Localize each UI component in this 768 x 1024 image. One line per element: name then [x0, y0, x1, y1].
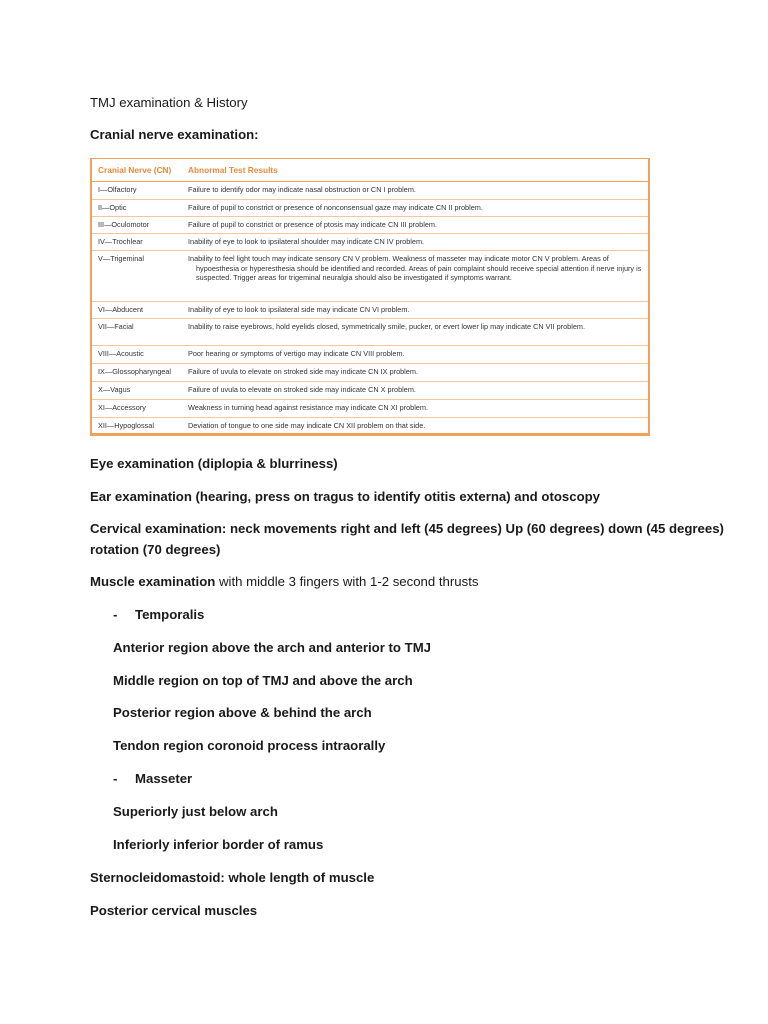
muscle-exam-label: Muscle examination [90, 574, 216, 589]
muscle-exam-text: with middle 3 fingers with 1-2 second thrusts [215, 574, 479, 589]
temporalis-posterior: Posterior region above & behind the arch [113, 705, 372, 720]
nerve-name: II—Optic [98, 203, 127, 212]
temporalis-tendon: Tendon region coronoid process intraorally [113, 738, 386, 753]
temporalis-middle: Middle region on top of TMJ and above the arch [113, 673, 413, 688]
nerve-name: I—Olfactory [98, 185, 137, 194]
header-abnormal-results: Abnormal Test Results [188, 165, 278, 175]
test-result: Deviation of tongue to one side may indicate CN XII problem on that side. [188, 421, 426, 430]
table-header [92, 159, 648, 182]
table-row [92, 319, 648, 346]
table-row [92, 364, 648, 382]
nerve-name: IV—Trochlear [98, 237, 143, 246]
header-cranial-nerve: Cranial Nerve (CN) [98, 165, 172, 175]
test-result: Failure of pupil to constrict or presence of nonconsensual gaze may indicate CN II problem. [188, 203, 483, 212]
masseter-inferior: Inferiorly inferior border of ramus [113, 837, 324, 852]
table-row [92, 182, 648, 200]
table-row [92, 382, 648, 400]
nerve-name: V—Trigeminal [98, 254, 144, 263]
table-row [92, 234, 648, 251]
table-row [92, 251, 648, 302]
nerve-name: III—Oculomotor [98, 220, 150, 229]
nerve-name: XII—Hypoglossal [98, 421, 154, 430]
masseter-superior: Superiorly just below arch [113, 804, 278, 819]
sternocleidomastoid: Sternocleidomastoid: whole length of muscle [90, 870, 375, 885]
test-result: Inability to feel light touch may indicate sensory CN V problem. Weakness of masseter may indicate motor CN V problem. Areas of hypoesthesia or hyperesthesia should be identified and recorded. Areas of pain complaint should receive special attention if nerve injury is suspected. Trigger areas for trigeminal neuralgia should also be investigated if symptoms warrant. [188, 254, 642, 282]
nerve-name: X—Vagus [98, 385, 131, 394]
muscle-examination [90, 572, 478, 591]
cervical-examination-line1: Cervical examination: neck movements right and left (45 degrees) Up (60 degrees) down (45 degrees) [90, 521, 724, 536]
masseter-label: Masseter [135, 771, 193, 786]
nerve-name: IX—Glossopharyngeal [98, 367, 172, 376]
dash-bullet: - [113, 607, 118, 622]
eye-examination: Eye examination (diplopia & blurriness) [90, 456, 338, 471]
table-row [92, 302, 648, 319]
table-row [92, 418, 648, 436]
test-result: Inability of eye to look to ipsilateral side may indicate CN VI problem. [188, 305, 410, 314]
posterior-cervical-muscles: Posterior cervical muscles [90, 903, 258, 918]
test-result: Failure of pupil to constrict or presence of ptosis may indicate CN III problem. [188, 220, 438, 229]
test-result: Inability of eye to look to ipsilateral shoulder may indicate CN IV problem. [188, 237, 425, 246]
table-row [92, 346, 648, 364]
test-result: Failure to identify odor may indicate nasal obstruction or CN I problem. [188, 185, 416, 194]
temporalis-label: Temporalis [135, 607, 205, 622]
temporalis-heading [113, 605, 204, 624]
test-result: Failure of uvula to elevate on stroked side may indicate CN X problem. [188, 385, 416, 394]
cranial-nerve-table [90, 158, 650, 436]
doc-title: TMJ examination & History [90, 95, 248, 110]
nerve-name: VII—Facial [98, 322, 134, 331]
dash-bullet: - [113, 771, 118, 786]
cervical-examination-line2: rotation (70 degrees) [90, 542, 221, 557]
table-row [92, 400, 648, 418]
test-result: Poor hearing or symptoms of vertigo may indicate CN VIII problem. [188, 349, 405, 358]
temporalis-anterior: Anterior region above the arch and anterior to TMJ [113, 640, 432, 655]
table-row [92, 200, 648, 217]
nerve-name: XI—Accessory [98, 403, 146, 412]
test-result: Failure of uvula to elevate on stroked side may indicate CN IX problem. [188, 367, 418, 376]
test-result: Inability to raise eyebrows, hold eyelids closed, symmetrically smile, pucker, or evert lower lip may indicate CN VII problem. [188, 322, 586, 331]
table-row [92, 217, 648, 234]
nerve-name: VIII—Acoustic [98, 349, 144, 358]
masseter-heading [113, 769, 192, 788]
ear-examination: Ear examination (hearing, press on tragus to identify otitis externa) and otoscopy [90, 489, 601, 504]
test-result: Weakness in turning head against resistance may indicate CN XI problem. [188, 403, 428, 412]
nerve-name: VI—Abducent [98, 305, 144, 314]
cranial-nerve-heading: Cranial nerve examination: [90, 127, 259, 142]
